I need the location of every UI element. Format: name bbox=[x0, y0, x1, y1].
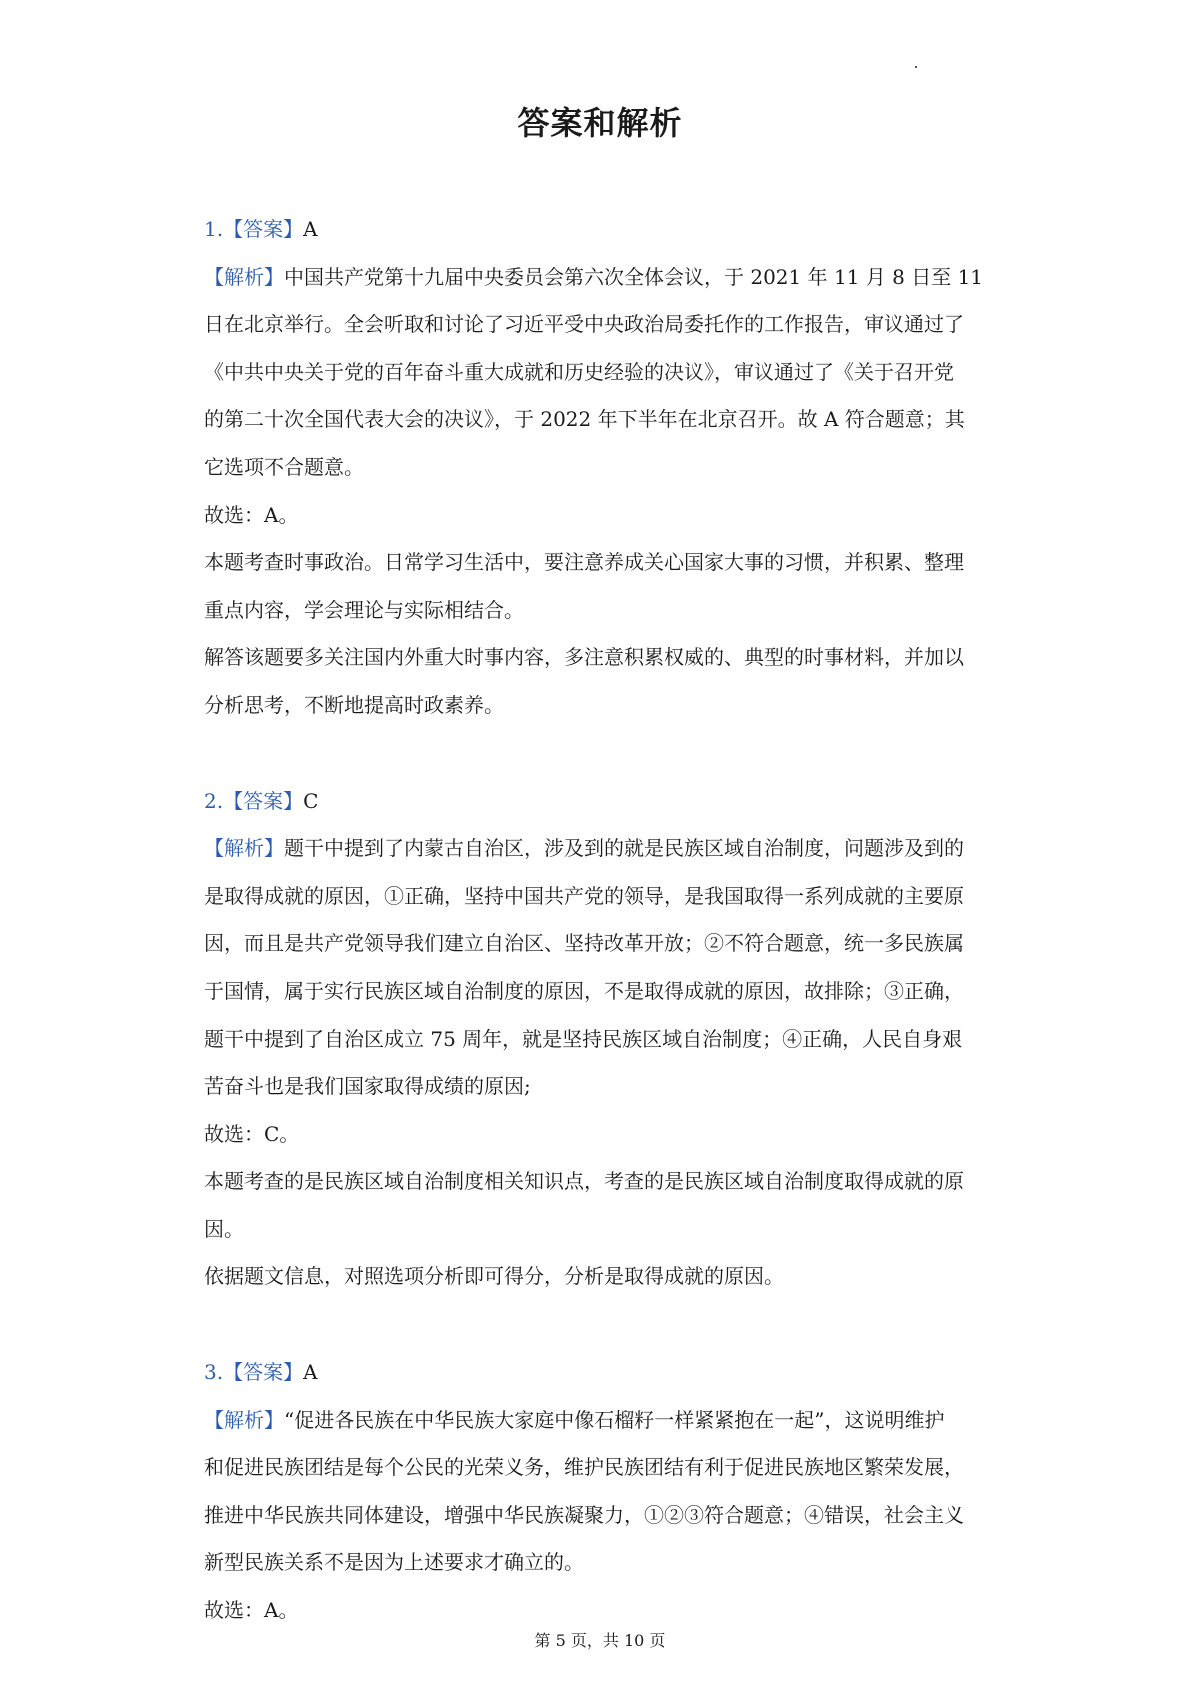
note-line: 重点内容，学会理论与实际相结合。 bbox=[204, 597, 524, 622]
analysis-text: 新型民族关系不是因为上述要求才确立的。 bbox=[204, 1550, 584, 1575]
analysis-line bbox=[204, 968, 1004, 1016]
answer-item-1 bbox=[204, 206, 1004, 730]
analysis-text: 它选项不合题意。 bbox=[204, 454, 364, 479]
analysis-text: 日在北京举行。全会听取和讨论了习近平受中央政治局委托作的工作报告，审议通过了 bbox=[204, 312, 964, 337]
question-number: 2. bbox=[204, 788, 224, 813]
analysis-line bbox=[204, 1539, 1004, 1587]
analysis-line bbox=[204, 396, 1004, 444]
analysis-text: 中国共产党第十九届中央委员会第六次全体会议，于 2021 年 11 月 8 日至 11 bbox=[284, 264, 984, 289]
analysis-line bbox=[204, 254, 1004, 302]
analysis-line bbox=[204, 1492, 1004, 1540]
note-line: 分析思考，不断地提高时政素养。 bbox=[204, 692, 504, 717]
answer-value: C bbox=[303, 788, 319, 813]
analysis-text: 《中共中央关于党的百年奋斗重大成就和历史经验的决议》，审议通过了《关于召开党 bbox=[204, 359, 954, 384]
analysis-text: 和促进民族团结是每个公民的光荣义务，维护民族团结有利于促进民族地区繁荣发展， bbox=[204, 1455, 964, 1480]
question-number: 1. bbox=[204, 217, 224, 241]
answer-item-2 bbox=[204, 778, 1004, 1302]
analysis-tag: 【解析】 bbox=[204, 1407, 284, 1432]
answer-line bbox=[204, 1349, 1004, 1397]
analysis-line bbox=[204, 301, 1004, 349]
analysis-text: “促进各民族在中华民族大家庭中像石榴籽一样紧紧抱在一起”，这说明维护 bbox=[284, 1407, 945, 1432]
note-line: 本题考查时事政治。日常学习生活中，要注意养成关心国家大事的习惯，并积累、整理 bbox=[204, 550, 964, 575]
question-number: 3. bbox=[204, 1360, 224, 1385]
note-line: 解答该题要多关注国内外重大时事内容，多注意积累权威的、典型的时事材料，并加以 bbox=[204, 645, 964, 670]
analysis-line bbox=[204, 1016, 1004, 1064]
analysis-line bbox=[204, 920, 1004, 968]
analysis-text: 于国情，属于实行民族区域自治制度的原因，不是取得成就的原因，故排除；③正确， bbox=[204, 978, 964, 1003]
choice-line: 故选：A。 bbox=[204, 502, 299, 527]
analysis-text: 苦奋斗也是我们国家取得成绩的原因; bbox=[204, 1074, 531, 1099]
answer-item-3 bbox=[204, 1349, 1004, 1635]
scan-speck bbox=[915, 66, 917, 68]
choice-line: 故选：A。 bbox=[204, 1598, 299, 1623]
analysis-text: 题干中提到了自治区成立 75 周年，就是坚持民族区域自治制度；④正确，人民自身艰 bbox=[204, 1026, 963, 1051]
answer-tag: 【答案】 bbox=[223, 1360, 304, 1385]
analysis-tag: 【解析】 bbox=[204, 836, 284, 861]
answer-value: A bbox=[303, 217, 318, 241]
page-title: 答案和解析 bbox=[517, 104, 683, 142]
choice-line: 故选：C。 bbox=[204, 1121, 300, 1146]
note-line: 依据题文信息，对照选项分析即可得分，分析是取得成就的原因。 bbox=[204, 1264, 784, 1289]
analysis-text: 是取得成就的原因，①正确，坚持中国共产党的领导，是我国取得一系列成就的主要原 bbox=[204, 883, 964, 908]
analysis-text: 推进中华民族共同体建设，增强中华民族凝聚力，①②③符合题意；④错误，社会主义 bbox=[204, 1502, 964, 1527]
analysis-line bbox=[204, 873, 1004, 921]
analysis-line bbox=[204, 1063, 1004, 1111]
answer-value: A bbox=[303, 1360, 318, 1385]
analysis-tag: 【解析】 bbox=[204, 264, 284, 289]
analysis-line bbox=[204, 1444, 1004, 1492]
answer-tag: 【答案】 bbox=[223, 788, 304, 813]
answer-list bbox=[204, 206, 1004, 1683]
answer-tag: 【答案】 bbox=[223, 217, 304, 241]
analysis-line bbox=[204, 825, 1004, 873]
analysis-line bbox=[204, 1397, 1004, 1445]
page-footer: 第 5 页，共 10 页 bbox=[534, 1631, 666, 1650]
analysis-text: 的第二十次全国代表大会的决议》，于 2022 年下半年在北京召开。故 A 符合题意；其 bbox=[204, 407, 965, 432]
note-line: 因。 bbox=[204, 1216, 244, 1241]
note-line: 本题考查的是民族区域自治制度相关知识点，考查的是民族区域自治制度取得成就的原 bbox=[204, 1169, 964, 1194]
analysis-line bbox=[204, 444, 1004, 492]
analysis-line bbox=[204, 349, 1004, 397]
analysis-text: 题干中提到了内蒙古自治区，涉及到的就是民族区域自治制度，问题涉及到的 bbox=[284, 836, 964, 861]
answer-line bbox=[204, 206, 1004, 254]
answer-line bbox=[204, 778, 1004, 826]
analysis-text: 因，而且是共产党领导我们建立自治区、坚持改革开放；②不符合题意，统一多民族属 bbox=[204, 931, 964, 956]
